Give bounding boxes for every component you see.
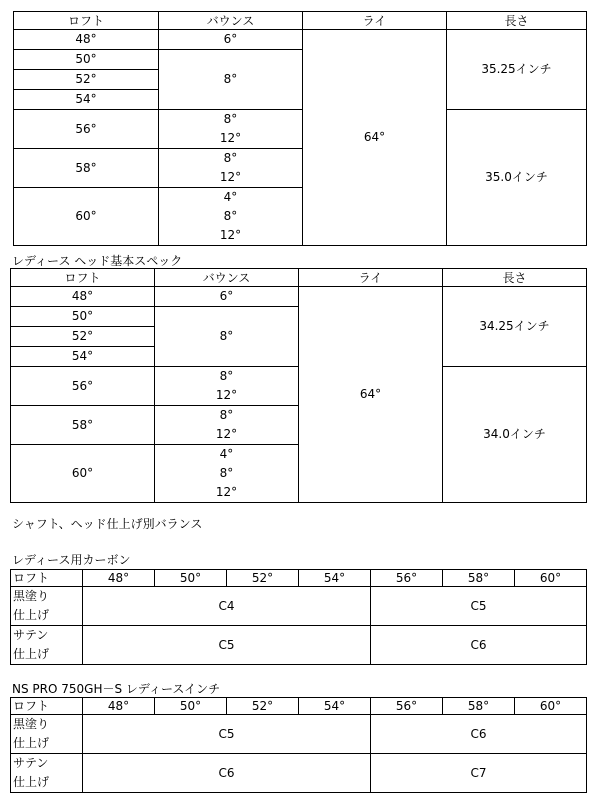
row-label-satin	[11, 626, 83, 665]
loft-label: ロフト	[11, 698, 83, 715]
loft-54: 54°	[299, 570, 371, 587]
bounce-56-b: 12°	[219, 131, 242, 145]
loft-56: 56°	[14, 110, 159, 149]
loft-54: 54°	[14, 90, 159, 110]
loft-52: 52°	[227, 570, 299, 587]
bounce-58	[155, 406, 299, 445]
row-label-line1: サテン	[13, 628, 49, 642]
loft-50: 50°	[155, 698, 227, 715]
ladies-spec-caption: レディース ヘッド基本スペック	[12, 254, 183, 268]
carbon-balance-table	[10, 569, 587, 665]
bounce-60-b: 8°	[219, 466, 234, 480]
balance-value: C6	[83, 754, 371, 793]
loft-58: 58°	[14, 149, 159, 188]
header-length: 長さ	[447, 12, 587, 30]
header-lie: ライ	[303, 12, 447, 30]
row-label-line2: 仕上げ	[13, 647, 50, 661]
loft-50: 50°	[14, 50, 159, 70]
bounce-58	[159, 149, 303, 188]
row-label-line1: 黒塗り	[13, 717, 50, 731]
bounce-48: 6°	[159, 30, 303, 50]
balance-value: C4	[83, 587, 371, 626]
bounce-60-c: 12°	[219, 228, 242, 242]
loft-56: 56°	[371, 570, 443, 587]
header-loft: ロフト	[11, 269, 155, 287]
row-label-line1: 黒塗り	[13, 589, 50, 603]
length-value: 34.0インチ	[443, 367, 587, 503]
length-value: 35.0インチ	[447, 110, 587, 246]
loft-56: 56°	[371, 698, 443, 715]
loft-58: 58°	[11, 406, 155, 445]
balance-value: C5	[371, 587, 587, 626]
bounce-56	[155, 367, 299, 406]
length-value: 34.25インチ	[443, 287, 587, 367]
balance-value: C5	[83, 626, 371, 665]
row-label-black	[11, 715, 83, 754]
row-label-satin	[11, 754, 83, 793]
carbon-caption: レディース用カーボン	[12, 553, 131, 567]
bounce-56	[159, 110, 303, 149]
loft-50: 50°	[11, 307, 155, 327]
header-bounce: バウンス	[155, 269, 299, 287]
loft-52: 52°	[14, 70, 159, 90]
balance-value: C6	[371, 626, 587, 665]
bounce-56-a: 8°	[223, 112, 238, 126]
loft-52: 52°	[11, 327, 155, 347]
ns-pro-balance-table	[10, 697, 587, 793]
loft-58: 58°	[443, 698, 515, 715]
bounce-58-b: 12°	[219, 170, 242, 184]
balance-caption: シャフト、ヘッド仕上げ別バランス	[12, 517, 203, 531]
bounce-56-b: 12°	[215, 388, 238, 402]
header-length: 長さ	[443, 269, 587, 287]
bounce-60-a: 4°	[219, 447, 234, 461]
loft-48: 48°	[83, 698, 155, 715]
bounce-50-54: 8°	[159, 50, 303, 110]
loft-60: 60°	[11, 445, 155, 503]
lie-value: 64°	[303, 30, 447, 246]
row-label-line2: 仕上げ	[13, 608, 50, 622]
bounce-48: 6°	[155, 287, 299, 307]
ladies-spec-table	[10, 268, 587, 503]
lie-value: 64°	[299, 287, 443, 503]
bounce-58-a: 8°	[223, 151, 238, 165]
bounce-58-b: 12°	[215, 427, 238, 441]
loft-52: 52°	[227, 698, 299, 715]
loft-label: ロフト	[11, 570, 83, 587]
balance-value: C6	[371, 715, 587, 754]
loft-56: 56°	[11, 367, 155, 406]
bounce-60-c: 12°	[215, 485, 238, 499]
ns-pro-caption: NS PRO 750GH－S レディースインチ	[12, 682, 221, 696]
bounce-56-a: 8°	[219, 369, 234, 383]
length-value: 35.25インチ	[447, 30, 587, 110]
balance-value: C5	[83, 715, 371, 754]
bounce-60-a: 4°	[223, 190, 238, 204]
header-bounce: バウンス	[159, 12, 303, 30]
bounce-50-54: 8°	[155, 307, 299, 367]
loft-48: 48°	[11, 287, 155, 307]
balance-value: C7	[371, 754, 587, 793]
loft-48: 48°	[83, 570, 155, 587]
header-loft: ロフト	[14, 12, 159, 30]
loft-60: 60°	[515, 570, 587, 587]
bounce-60	[155, 445, 299, 503]
row-label-line1: サテン	[13, 756, 49, 770]
loft-54: 54°	[299, 698, 371, 715]
loft-48: 48°	[14, 30, 159, 50]
bounce-60-b: 8°	[223, 209, 238, 223]
mens-spec-table	[13, 11, 587, 246]
row-label-line2: 仕上げ	[13, 736, 50, 750]
loft-60: 60°	[515, 698, 587, 715]
row-label-line2: 仕上げ	[13, 775, 50, 789]
row-label-black	[11, 587, 83, 626]
loft-54: 54°	[11, 347, 155, 367]
header-lie: ライ	[299, 269, 443, 287]
loft-60: 60°	[14, 188, 159, 246]
loft-58: 58°	[443, 570, 515, 587]
bounce-60	[159, 188, 303, 246]
loft-50: 50°	[155, 570, 227, 587]
bounce-58-a: 8°	[219, 408, 234, 422]
